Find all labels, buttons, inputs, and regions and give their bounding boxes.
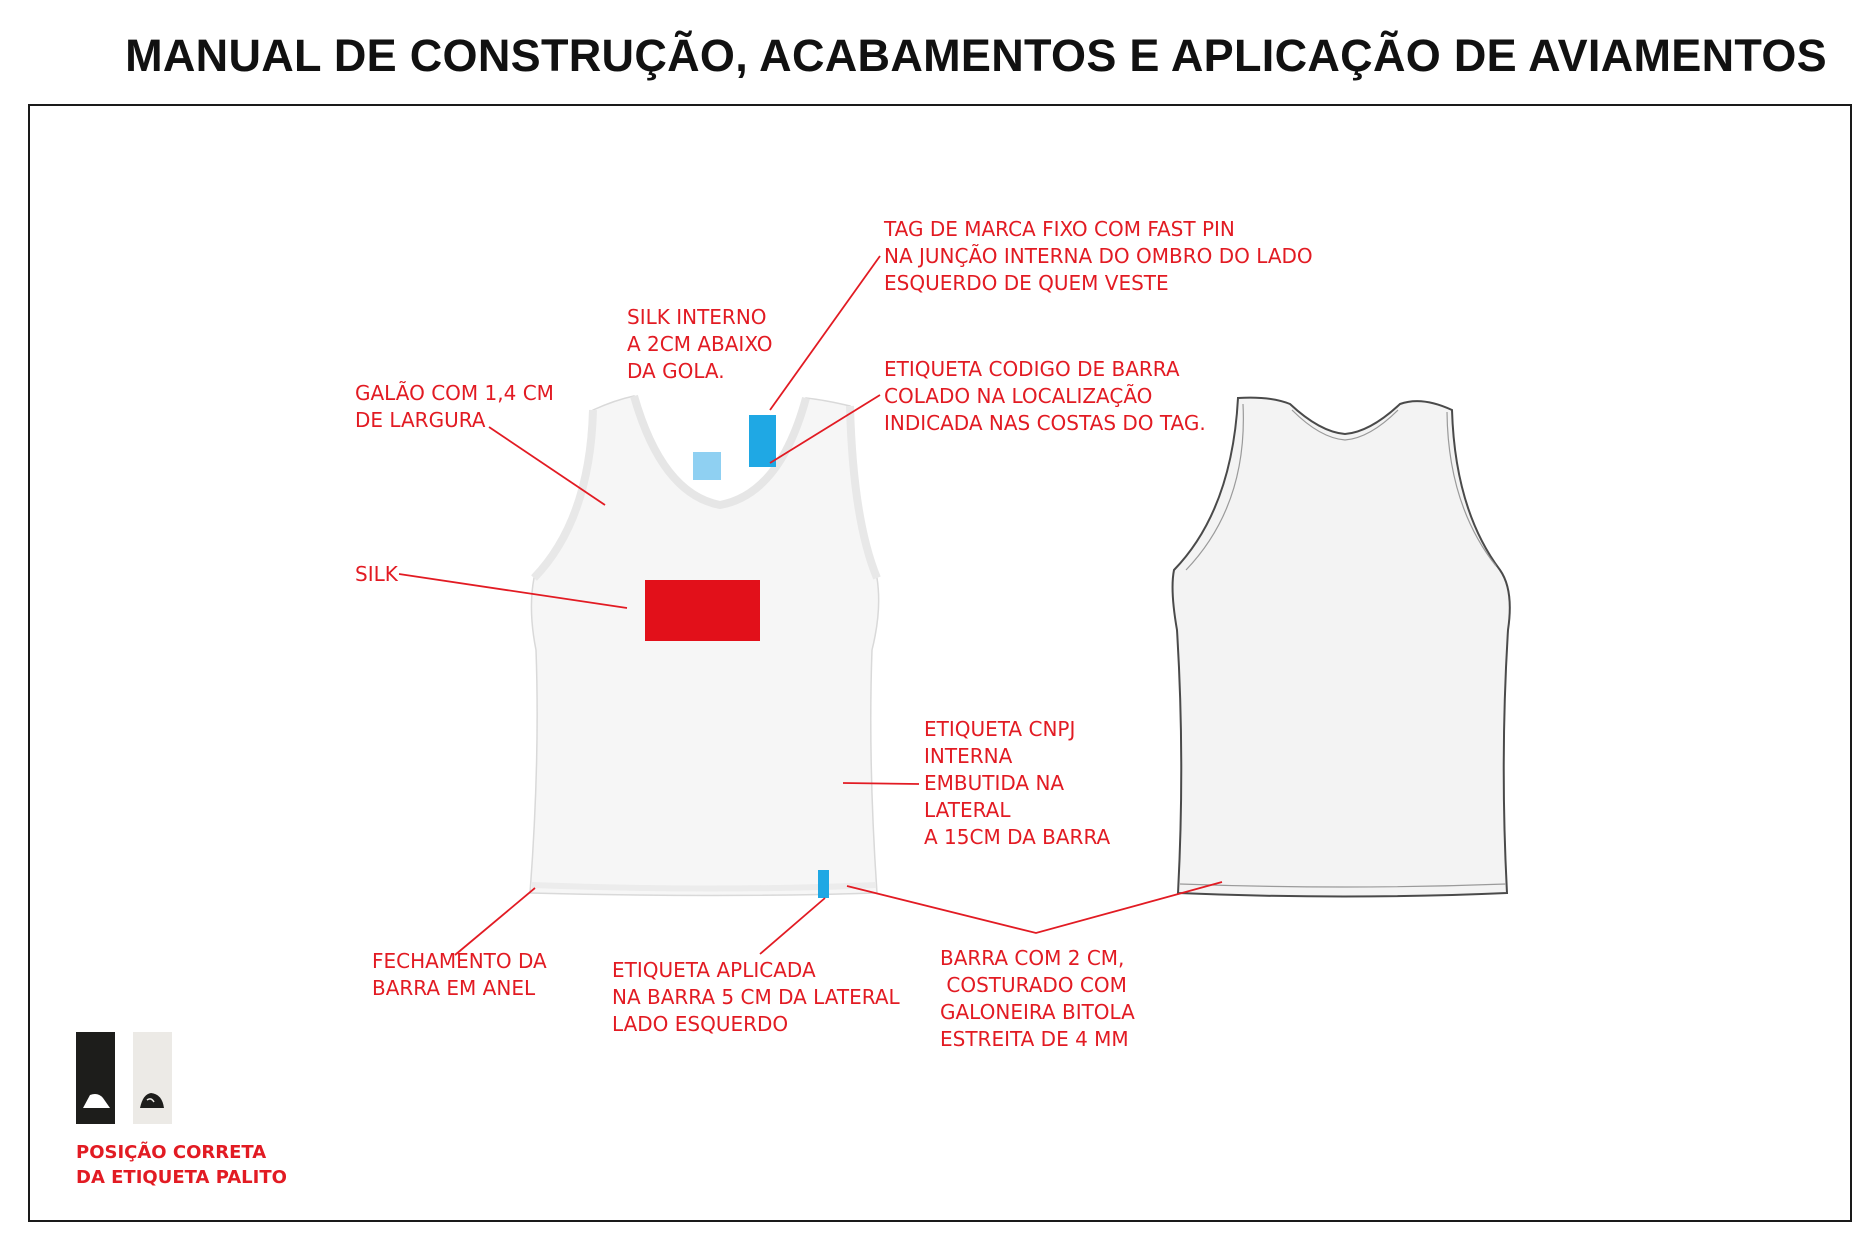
page-title: MANUAL DE CONSTRUÇÃO, ACABAMENTOS E APLICAÇÃO DE AVIAMENTOS <box>125 30 1827 81</box>
annotation-silk: SILK <box>355 562 398 586</box>
back-tank-body <box>1173 398 1510 897</box>
annotation-etiqueta-cnpj: ETIQUETA CNPJ INTERNA EMBUTIDA NA LATERAL A 15CM DA BARRA <box>924 717 1111 849</box>
annotation-barra: BARRA COM 2 CM, COSTURADO COM GALONEIRA BITOLA ESTREITA DE 4 MM <box>940 946 1135 1051</box>
palito-label-dark <box>76 1032 115 1124</box>
annotation-etiqueta-codigo: ETIQUETA CODIGO DE BARRA COLADO NA LOCALIZAÇÃO INDICADA NAS COSTAS DO TAG. <box>884 357 1206 435</box>
applied-label-marker <box>818 870 829 898</box>
brand-tag-marker <box>749 415 776 467</box>
annotation-fechamento: FECHAMENTO DA BARRA EM ANEL <box>372 949 547 1000</box>
silk-print-area <box>645 580 760 641</box>
annotation-tag-marca: TAG DE MARCA FIXO COM FAST PIN NA JUNÇÃO INTERNA DO OMBRO DO LADO ESQUERDO DE QUEM VESTE <box>884 217 1313 295</box>
inner-silk-marker <box>693 452 721 480</box>
annotation-etiqueta-aplicada: ETIQUETA APLICADA NA BARRA 5 CM DA LATERAL LADO ESQUERDO <box>612 958 900 1036</box>
palito-legend <box>76 1032 172 1124</box>
palito-label-light <box>133 1032 172 1124</box>
palito-legend-label: POSIÇÃO CORRETA DA ETIQUETA PALITO <box>76 1142 287 1188</box>
annotation-silk-interno: SILK INTERNO A 2CM ABAIXO DA GOLA. <box>627 305 773 383</box>
annotation-galao: GALÃO COM 1,4 CM DE LARGURA <box>355 381 554 432</box>
back-tank-top <box>1173 398 1510 897</box>
